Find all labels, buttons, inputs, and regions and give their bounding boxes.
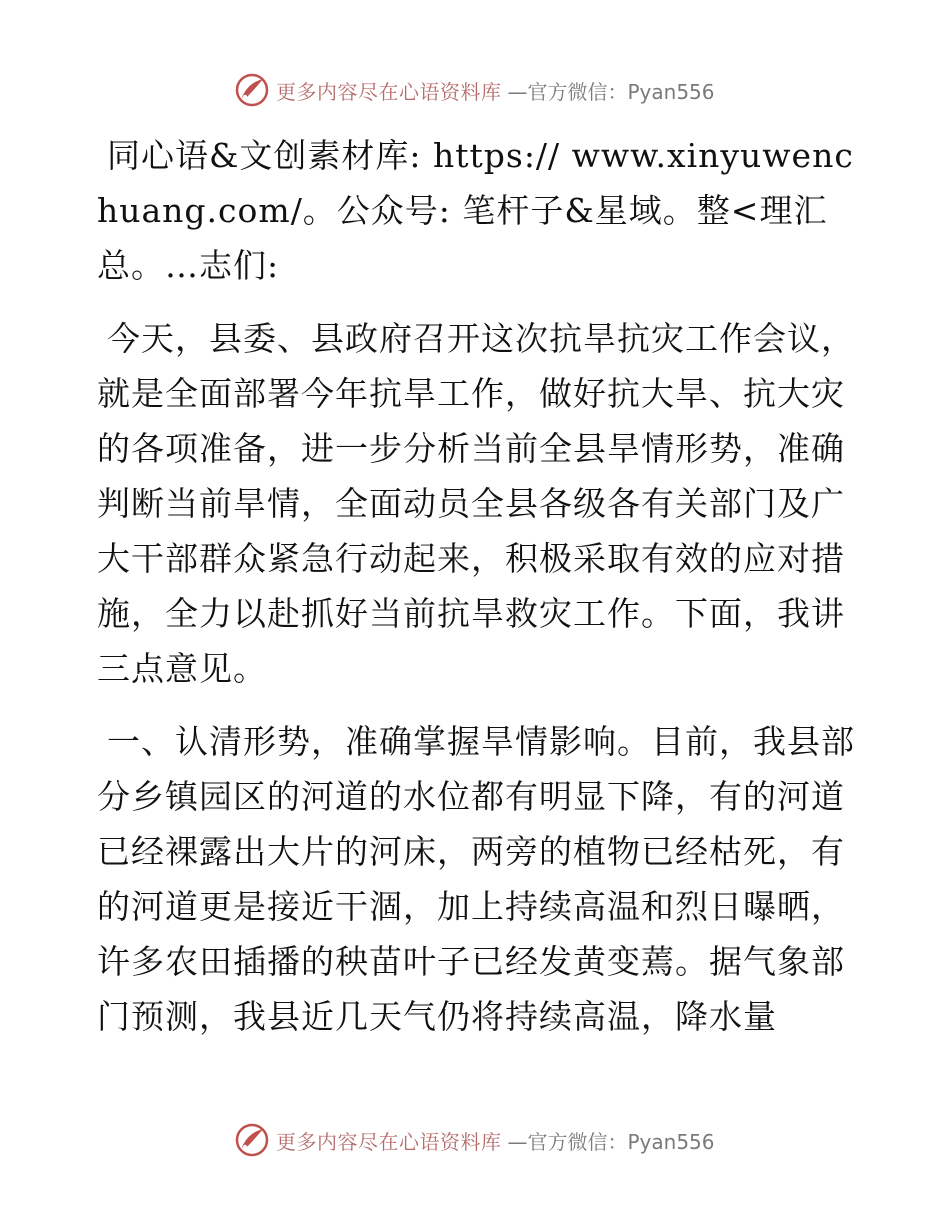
brush-logo-icon — [234, 72, 270, 108]
document-body — [97, 128, 857, 1062]
footer-watermark — [234, 1122, 715, 1158]
brush-logo-icon — [234, 1122, 270, 1158]
paragraph-section-one: 一、认清形势，准确掌握旱情影响。目前，我县部分乡镇园区的河道的水位都有明显下降，有的河道已经裸露出大片的河床，两旁的植物已经枯死，有的河道更是接近干涸，加上持续高温和烈日曝晒，许多农田插播的秧苗叶子已经发黄变蔫。据气象部门预测，我县近几天气仍将持续高温，降水量 — [97, 722, 855, 1036]
watermark-brand-text: 更多内容尽在心语资料库 — [276, 1129, 502, 1154]
header-watermark — [234, 72, 715, 108]
watermark-brand-text: 更多内容尽在心语资料库 — [276, 79, 502, 104]
paragraph-intro: 同心语&文创素材库: https:// www.xinyuwenchuang.com/。公众号: 笔杆子&星域。整<理汇总。…志们: — [97, 136, 854, 285]
watermark-contact-text: —官方微信：Pyan556 — [507, 79, 715, 104]
watermark-contact-text: —官方微信：Pyan556 — [507, 1129, 715, 1154]
paragraph-opening: 今天，县委、县政府召开这次抗旱抗灾工作会议，就是全面部署今年抗旱工作，做好抗大旱、抗大灾的各项准备，进一步分析当前全县旱情形势，准确判断当前旱情，全面动员全县各级各有关部门及广大干部群众紧急行动起来，积极采取有效的应对措施，全力以赴抓好当前抗旱救灾工作。下面，我讲三点意见。 — [97, 319, 855, 688]
